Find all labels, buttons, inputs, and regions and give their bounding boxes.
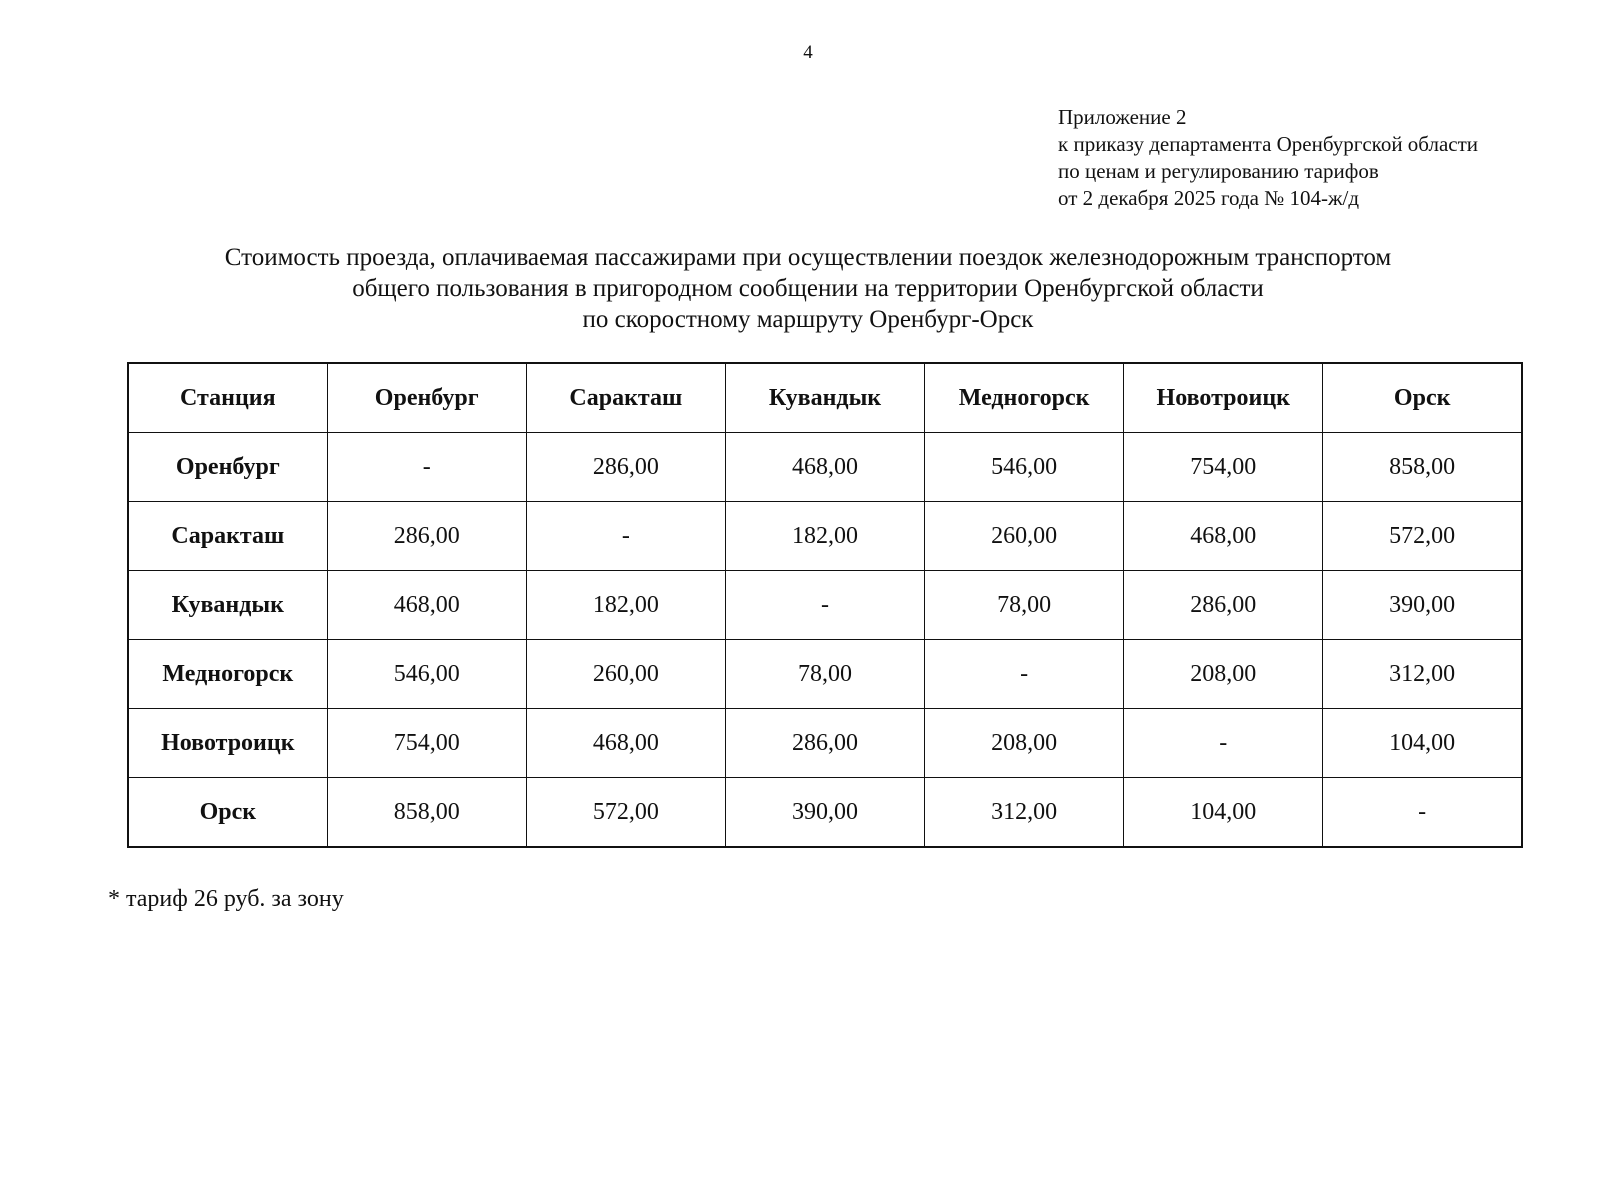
fare-cell: 468,00 bbox=[526, 709, 725, 778]
fare-cell: 260,00 bbox=[925, 502, 1124, 571]
fare-cell: 546,00 bbox=[327, 640, 526, 709]
fare-cell: 312,00 bbox=[1323, 640, 1522, 709]
fare-cell: 468,00 bbox=[1124, 502, 1323, 571]
fare-cell: - bbox=[725, 571, 924, 640]
table-row bbox=[128, 778, 1522, 848]
table-row bbox=[128, 433, 1522, 502]
fare-cell: 260,00 bbox=[526, 640, 725, 709]
appendix-line: от 2 декабря 2025 года № 104-ж/д bbox=[1058, 186, 1360, 210]
appendix-block bbox=[1058, 104, 1478, 212]
fare-cell: - bbox=[925, 640, 1124, 709]
fare-cell: 390,00 bbox=[725, 778, 924, 848]
fare-cell: 182,00 bbox=[725, 502, 924, 571]
fare-cell: 546,00 bbox=[925, 433, 1124, 502]
title-line: по скоростному маршруту Оренбург-Орск bbox=[582, 306, 1034, 333]
fare-cell: 754,00 bbox=[1124, 433, 1323, 502]
station-cell: Орск bbox=[128, 778, 327, 848]
fare-cell: 208,00 bbox=[925, 709, 1124, 778]
fare-cell: 286,00 bbox=[1124, 571, 1323, 640]
title-line: Стоимость проезда, оплачиваемая пассажирами при осуществлении поездок железнодорожным транспортом bbox=[224, 244, 1392, 271]
fare-cell: 208,00 bbox=[1124, 640, 1323, 709]
fare-cell: - bbox=[1124, 709, 1323, 778]
appendix-line: Приложение 2 bbox=[1058, 105, 1187, 129]
fare-cell: 78,00 bbox=[925, 571, 1124, 640]
station-cell: Медногорск bbox=[128, 640, 327, 709]
station-cell: Саракташ bbox=[128, 502, 327, 571]
column-header: Оренбург bbox=[327, 363, 526, 433]
fare-cell: 104,00 bbox=[1124, 778, 1323, 848]
fare-cell: 390,00 bbox=[1323, 571, 1522, 640]
table-row bbox=[128, 709, 1522, 778]
fare-cell: 468,00 bbox=[327, 571, 526, 640]
table-row bbox=[128, 502, 1522, 571]
fare-table bbox=[127, 362, 1523, 848]
appendix-line: по ценам и регулированию тарифов bbox=[1058, 159, 1379, 183]
column-header: Саракташ bbox=[526, 363, 725, 433]
station-cell: Кувандык bbox=[128, 571, 327, 640]
document-title bbox=[0, 242, 1616, 335]
station-cell: Оренбург bbox=[128, 433, 327, 502]
fare-cell: 286,00 bbox=[327, 502, 526, 571]
fare-cell: 286,00 bbox=[725, 709, 924, 778]
column-header: Кувандык bbox=[725, 363, 924, 433]
table-header-row bbox=[128, 363, 1522, 433]
fare-cell: 468,00 bbox=[725, 433, 924, 502]
column-header: Медногорск bbox=[925, 363, 1124, 433]
fare-cell: 286,00 bbox=[526, 433, 725, 502]
column-header: Новотроицк bbox=[1124, 363, 1323, 433]
fare-cell: 572,00 bbox=[526, 778, 725, 848]
fare-cell: 104,00 bbox=[1323, 709, 1522, 778]
station-cell: Новотроицк bbox=[128, 709, 327, 778]
fare-cell: 858,00 bbox=[327, 778, 526, 848]
table-row bbox=[128, 640, 1522, 709]
fare-cell: 572,00 bbox=[1323, 502, 1522, 571]
fare-cell: 182,00 bbox=[526, 571, 725, 640]
appendix-line: к приказу департамента Оренбургской области bbox=[1058, 132, 1478, 156]
fare-cell: 754,00 bbox=[327, 709, 526, 778]
fare-cell: 78,00 bbox=[725, 640, 924, 709]
fare-cell: - bbox=[526, 502, 725, 571]
fare-cell: 312,00 bbox=[925, 778, 1124, 848]
table-row bbox=[128, 571, 1522, 640]
column-header: Станция bbox=[128, 363, 327, 433]
tariff-footnote: * тариф 26 руб. за зону bbox=[108, 886, 344, 912]
fare-cell: - bbox=[1323, 778, 1522, 848]
page-number: 4 bbox=[803, 42, 813, 63]
title-line: общего пользования в пригородном сообщении на территории Оренбургской области bbox=[352, 275, 1264, 302]
fare-cell: 858,00 bbox=[1323, 433, 1522, 502]
column-header: Орск bbox=[1323, 363, 1522, 433]
fare-cell: - bbox=[327, 433, 526, 502]
